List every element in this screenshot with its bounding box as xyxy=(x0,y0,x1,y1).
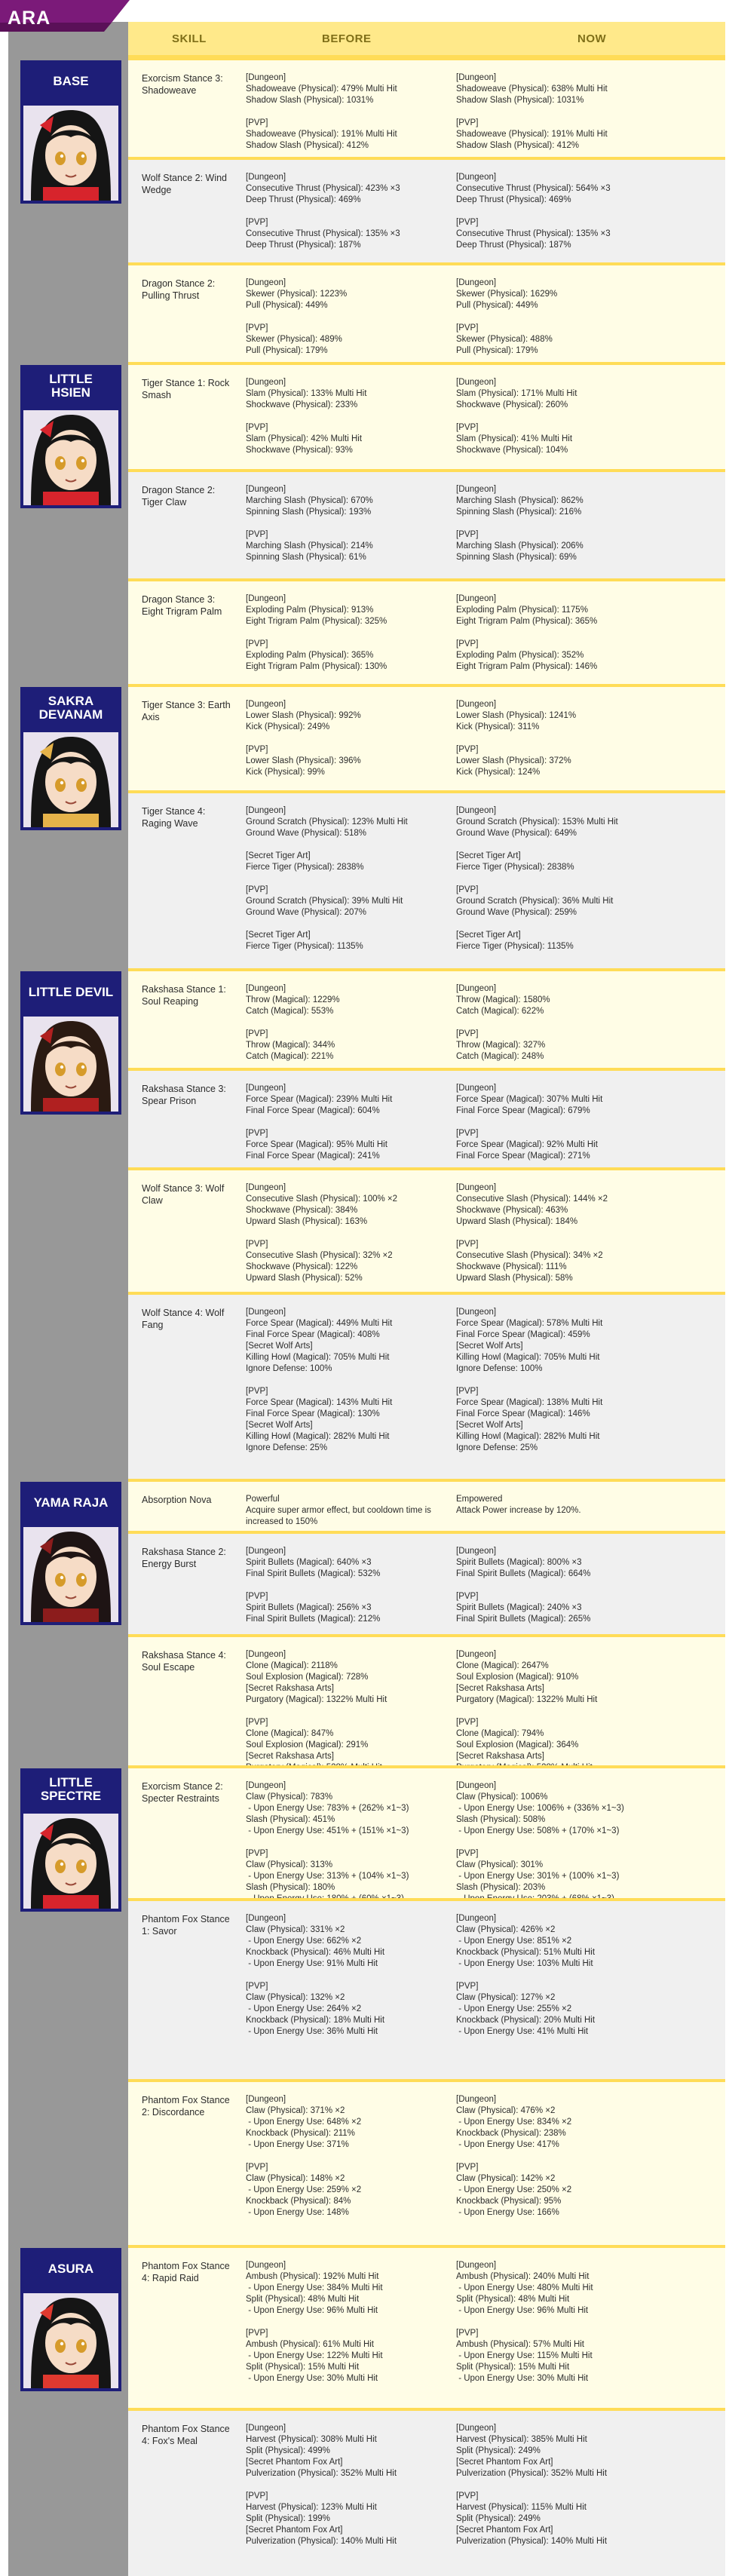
before-values: [Dungeon] Exploding Palm (Physical): 913% Eight Trigram Palm (Physical): 325% [PVP] Exploding Palm (Physical): 365% Eight Trigram Palm (Physical): 130% xyxy=(246,594,387,671)
skill-name: Wolf Stance 4: Wolf Fang xyxy=(142,1308,227,1330)
right-eye xyxy=(76,1573,87,1587)
before-values: [Dungeon] Slam (Physical): 133% Multi Hit Shockwave (Physical): 233% [PVP] Slam (Physical): 42% Multi Hit Shockwave (Physical): 93% xyxy=(246,378,367,455)
now-values: [Dungeon] Shadoweave (Physical): 638% Multi Hit Shadow Slash (Physical): 1031% [PVP] Shadoweave (Physical): 191% Multi Hit Shadow Slash (Physical): 412% xyxy=(456,73,608,150)
table-row xyxy=(128,578,725,684)
skill-name: Dragon Stance 3: Eight Trigram Palm xyxy=(142,594,222,617)
table-row xyxy=(128,2079,725,2245)
table-row xyxy=(128,790,725,968)
left-eye-shine xyxy=(60,459,63,462)
now-values: [Dungeon] Claw (Physical): 476% ×2 - Upon Energy Use: 834% ×2 Knockback (Physical): 238% - Upon Energy Use: 417% [PVP] Claw (Physical): 142% ×2 - Upon Energy Use: 250% ×2 Knockback (Physical): 95% - Upon Energy Use: 166% xyxy=(456,2095,572,2217)
right-eye-shine xyxy=(81,1576,84,1579)
table-row xyxy=(128,1765,725,1898)
character-name: BASE xyxy=(20,60,121,103)
right-eye-shine xyxy=(81,781,84,784)
before-values: [Dungeon] Force Spear (Magical): 239% Multi Hit Final Force Spear (Magical): 604% [PVP] Force Spear (Magical): 95% Multi Hit Final Force Spear (Magical): 241% xyxy=(246,1084,393,1161)
right-eye-shine xyxy=(81,459,84,462)
now-values: [Dungeon] Force Spear (Magical): 578% Multi Hit Final Force Spear (Magical): 459% [Secret Wolf Arts] Killing Howl (Magical): 705% Multi Hit Ignore Defense: 100% [PVP] Force Spear (Magical): 138% Multi Hit Final Force Spear (Magical): 146% [Secret Wolf Arts] Killing Howl (Magical): 282% Multi Hit Ignore Defense: 25% xyxy=(456,1308,603,1452)
outfit-collar xyxy=(43,814,99,827)
now-values: [Dungeon] Consecutive Thrust (Physical): 564% ×3 Deep Thrust (Physical): 469% [PVP] Consecutive Thrust (Physical): 135% ×3 Deep Thrust (Physical): 187% xyxy=(456,173,611,250)
table-header xyxy=(128,22,725,57)
little-spectre-portrait xyxy=(20,1811,121,1912)
asura-portrait xyxy=(20,2290,121,2391)
skill-name: Rakshasa Stance 4: Soul Escape xyxy=(142,1650,229,1673)
little-hsien-portrait xyxy=(20,407,121,508)
table-row xyxy=(128,1479,725,1531)
outfit-collar xyxy=(43,1098,99,1112)
left-eye xyxy=(55,1860,66,1873)
now-values: [Dungeon] Claw (Physical): 426% ×2 - Upon Energy Use: 851% ×2 Knockback (Physical): 51% Multi Hit - Upon Energy Use: 103% Multi Hit [PVP] Claw (Physical): 127% ×2 - Upon Energy Use: 255% ×2 Knockback (Physical): 20% Multi Hit - Upon Energy Use: 41% Multi Hit xyxy=(456,1914,596,2036)
now-values: [Dungeon] Skewer (Physical): 1629% Pull (Physical): 449% [PVP] Skewer (Physical): 488% Pull (Physical): 179% xyxy=(456,278,558,355)
skill-name: Phantom Fox Stance 4: Fox's Meal xyxy=(142,2424,233,2446)
table-row xyxy=(128,2408,725,2576)
before-values: [Dungeon] Claw (Physical): 331% ×2 - Upon Energy Use: 662% ×2 Knockback (Physical): 46% Multi Hit - Upon Energy Use: 91% Multi Hit [PVP] Claw (Physical): 132% ×2 - Upon Energy Use: 264% ×2 Knockback (Physical): 18% Multi Hit - Upon Energy Use: 36% Multi Hit xyxy=(246,1914,385,2036)
outfit-collar xyxy=(43,1895,99,1909)
left-eye-shine xyxy=(60,1576,63,1579)
outfit-collar xyxy=(43,187,99,201)
right-eye xyxy=(76,456,87,470)
table-row xyxy=(128,469,725,578)
header-now: NOW xyxy=(577,32,607,45)
skill-name: Absorption Nova xyxy=(142,1495,212,1505)
table-row xyxy=(128,1292,725,1479)
table-row xyxy=(128,57,725,157)
left-eye xyxy=(55,456,66,470)
little-devil-portrait xyxy=(20,1014,121,1115)
skill-name: Dragon Stance 2: Pulling Thrust xyxy=(142,278,218,301)
table-row xyxy=(128,1634,725,1765)
before-values: [Dungeon] Marching Slash (Physical): 670% Spinning Slash (Physical): 193% [PVP] Marching Slash (Physical): 214% Spinning Slash (Physical): 61% xyxy=(246,485,373,562)
left-eye-shine xyxy=(60,781,63,784)
skill-name: Rakshasa Stance 1: Soul Reaping xyxy=(142,984,229,1007)
table-row xyxy=(128,968,725,1068)
left-eye-shine xyxy=(60,1863,63,1866)
left-eye xyxy=(55,2339,66,2353)
right-eye xyxy=(76,778,87,792)
table-row xyxy=(128,2245,725,2408)
right-eye xyxy=(76,1860,87,1873)
table-row xyxy=(128,1068,725,1167)
outfit-collar xyxy=(43,492,99,505)
skill-table-body xyxy=(128,57,725,2576)
now-values: [Dungeon] Ambush (Physical): 240% Multi Hit - Upon Energy Use: 480% Multi Hit Split (Physical): 48% Multi Hit - Upon Energy Use: 96% Multi Hit [PVP] Ambush (Physical): 57% Multi Hit - Upon Energy Use: 115% Multi Hit Split (Physical): 15% Multi Hit - Upon Energy Use: 30% Multi Hit xyxy=(456,2261,593,2383)
right-eye-shine xyxy=(81,1066,84,1069)
now-values: [Dungeon] Spirit Bullets (Magical): 800% ×3 Final Spirit Bullets (Magical): 664% [PVP] Spirit Bullets (Magical): 240% ×3 Final Spirit Bullets (Magical): 265% xyxy=(456,1547,591,1624)
before-values: [Dungeon] Consecutive Slash (Physical): 100% ×2 Shockwave (Physical): 384% Upward Slash (Physical): 163% [PVP] Consecutive Slash (Physical): 32% ×2 Shockwave (Physical): 122% Upward Slash (Physical): 52% xyxy=(246,1183,398,1283)
skill-name: Tiger Stance 3: Earth Axis xyxy=(142,700,233,722)
before-values: [Dungeon] Skewer (Physical): 1223% Pull (Physical): 449% [PVP] Skewer (Physical): 489% Pull (Physical): 179% xyxy=(246,278,348,355)
now-values: [Dungeon] Ground Scratch (Physical): 153% Multi Hit Ground Wave (Physical): 649% [Secret Tiger Art] Fierce Tiger (Physical): 2838% [PVP] Ground Scratch (Physical): 36% Multi Hit Ground Wave (Physical): 259% [Secret Tiger Art] Fierce Tiger (Physical): 1135% xyxy=(456,806,618,951)
page-title: ARA xyxy=(8,8,51,29)
skill-name: Exorcism Stance 3: Shadoweave xyxy=(142,73,226,96)
now-values: [Dungeon] Lower Slash (Physical): 1241% Kick (Physical): 311% [PVP] Lower Slash (Physical): 372% Kick (Physical): 124% xyxy=(456,700,577,777)
now-values: [Dungeon] Force Spear (Magical): 307% Multi Hit Final Force Spear (Magical): 679% [PVP] Force Spear (Magical): 92% Multi Hit Final Force Spear (Magical): 271% xyxy=(456,1084,603,1161)
right-eye-shine xyxy=(81,1863,84,1866)
left-eye xyxy=(55,1573,66,1587)
left-eye-shine xyxy=(60,1066,63,1069)
skill-name: Wolf Stance 2: Wind Wedge xyxy=(142,173,230,195)
right-eye xyxy=(76,2339,87,2353)
skill-name: Phantom Fox Stance 1: Savor xyxy=(142,1914,233,1937)
before-values: [Dungeon] Clone (Magical): 2118% Soul Explosion (Magical): 728% [Secret Rakshasa Arts] Purgatory (Magical): 1322% Multi Hit [PVP] Clone (Magical): 847% Soul Explosion (Magical): 291% [Secret Rakshasa Arts] xyxy=(246,1650,387,1761)
character-name: YAMA RAJA xyxy=(20,1482,121,1524)
skill-name: Phantom Fox Stance 4: Rapid Raid xyxy=(142,2261,233,2283)
before-values: [Dungeon] Harvest (Physical): 308% Multi Hit Split (Physical): 499% [Secret Phantom Fox Art] Pulverization (Physical): 352% Multi Hit [PVP] Harvest (Physical): 123% Multi Hit Split (Physical): 199% [Secret Phantom Fox Art] Pulverization (Physical): 140% Multi Hit xyxy=(246,2424,397,2546)
now-values: [Dungeon] Marching Slash (Physical): 862% Spinning Slash (Physical): 216% [PVP] Marching Slash (Physical): 206% Spinning Slash (Physical): 69% xyxy=(456,485,584,562)
skill-name: Phantom Fox Stance 2: Discordance xyxy=(142,2095,233,2118)
now-values: [Dungeon] Claw (Physical): 1006% - Upon Energy Use: 1006% + (336% ×1~3) Slash (Physical): 508% - Upon Energy Use: 508% + (170% ×1~3) [PVP] Claw (Physical): 301% - Upon Energy Use: 301% + (100% ×1~3) Slash (Physical): 203% xyxy=(456,1781,624,1892)
table-row xyxy=(128,1167,725,1292)
table-row xyxy=(128,362,725,469)
before-values: Powerful Acquire super armor effect, but cooldown time is increased to 150% xyxy=(246,1495,431,1526)
character-name: LITTLE HSIEN xyxy=(20,365,121,407)
now-values: [Dungeon] Slam (Physical): 171% Multi Hit Shockwave (Physical): 260% [PVP] Slam (Physical): 41% Multi Hit Shockwave (Physical): 104% xyxy=(456,378,577,455)
character-name: SAKRA DEVANAM xyxy=(20,687,121,729)
skill-name: Rakshasa Stance 3: Spear Prison xyxy=(142,1084,229,1106)
yama-raja-portrait xyxy=(20,1524,121,1625)
left-eye-shine xyxy=(60,155,63,158)
right-eye-shine xyxy=(81,155,84,158)
ara-base-portrait xyxy=(20,103,121,204)
table-row xyxy=(128,684,725,790)
header-before: BEFORE xyxy=(322,32,372,45)
before-values: [Dungeon] Force Spear (Magical): 449% Multi Hit Final Force Spear (Magical): 408% [Secret Wolf Arts] Killing Howl (Magical): 705% Multi Hit Ignore Defense: 100% [PVP] Force Spear (Magical): 143% Multi Hit Final Force Spear (Magical): 130% [Secret Wolf Arts] Killing Howl (Magical): 282% Multi Hit Ignore Defense: 25% xyxy=(246,1308,393,1452)
header-skill: SKILL xyxy=(172,32,207,45)
now-values: [Dungeon] Clone (Magical): 2647% Soul Explosion (Magical): 910% [Secret Rakshasa Arts] Purgatory (Magical): 1322% Multi Hit [PVP] Clone (Magical): 794% Soul Explosion (Magical): 364% [Secret Rakshasa Arts] xyxy=(456,1650,598,1761)
character-name: ASURA xyxy=(20,2248,121,2290)
left-eye xyxy=(55,152,66,165)
now-values: [Dungeon] Exploding Palm (Physical): 1175% Eight Trigram Palm (Physical): 365% [PVP] Exploding Palm (Physical): 352% Eight Trigram Palm (Physical): 146% xyxy=(456,594,598,671)
before-values: [Dungeon] Consecutive Thrust (Physical): 423% ×3 Deep Thrust (Physical): 469% [PVP] Consecutive Thrust (Physical): 135% ×3 Deep Thrust (Physical): 187% xyxy=(246,173,400,250)
before-values: [Dungeon] Throw (Magical): 1229% Catch (Magical): 553% [PVP] Throw (Magical): 344% Catch (Magical): 221% xyxy=(246,984,340,1061)
before-values: [Dungeon] Lower Slash (Physical): 992% Kick (Physical): 249% [PVP] Lower Slash (Physical): 396% Kick (Physical): 99% xyxy=(246,700,361,777)
table-row xyxy=(128,1898,725,2079)
now-values: [Dungeon] Consecutive Slash (Physical): 144% ×2 Shockwave (Physical): 463% Upward Slash (Physical): 184% [PVP] Consecutive Slash (Physical): 34% ×2 Shockwave (Physical): 111% Upward Slash (Physical): 58% xyxy=(456,1183,608,1283)
table-row xyxy=(128,157,725,262)
table-row xyxy=(128,262,725,362)
character-name: LITTLE SPECTRE xyxy=(20,1768,121,1811)
now-values: Empowered Attack Power increase by 120%. xyxy=(456,1495,581,1515)
now-values: [Dungeon] Harvest (Physical): 385% Multi Hit Split (Physical): 249% [Secret Phantom Fox Art] Pulverization (Physical): 352% Multi Hit [PVP] Harvest (Physical): 115% Multi Hit Split (Physical): 249% [Secret Phantom Fox Art] Pulverization (Physical): 140% Multi Hit xyxy=(456,2424,608,2546)
left-eye-shine xyxy=(60,2342,63,2345)
before-values: [Dungeon] Claw (Physical): 371% ×2 - Upon Energy Use: 648% ×2 Knockback (Physical): 211% - Upon Energy Use: 371% [PVP] Claw (Physical): 148% ×2 - Upon Energy Use: 259% ×2 Knockback (Physical): 84% - Upon Energy Use: 148% xyxy=(246,2095,362,2217)
left-eye xyxy=(55,778,66,792)
right-eye xyxy=(76,152,87,165)
outfit-collar xyxy=(43,2375,99,2388)
table-row xyxy=(128,1531,725,1634)
skill-name: Dragon Stance 2: Tiger Claw xyxy=(142,485,218,508)
before-values: [Dungeon] Ground Scratch (Physical): 123% Multi Hit Ground Wave (Physical): 518% [Secret Tiger Art] Fierce Tiger (Physical): 2838% [PVP] Ground Scratch (Physical): 39% Multi Hit Ground Wave (Physical): 207% [Secret Tiger Art] Fierce Tiger (Physical): 1135% xyxy=(246,806,408,951)
left-eye xyxy=(55,1063,66,1076)
before-values: [Dungeon] Claw (Physical): 783% - Upon Energy Use: 783% + (262% ×1~3) Slash (Physical): 451% - Upon Energy Use: 451% + (151% ×1~3) [PVP] Claw (Physical): 313% - Upon Energy Use: 313% + (104% ×1~3) Slash (Physical): 180% xyxy=(246,1781,409,1892)
before-values: [Dungeon] Shadoweave (Physical): 479% Multi Hit Shadow Slash (Physical): 1031% [PVP] Shadoweave (Physical): 191% Multi Hit Shadow Slash (Physical): 412% xyxy=(246,73,397,150)
skill-name: Tiger Stance 1: Rock Smash xyxy=(142,378,232,400)
now-values: [Dungeon] Throw (Magical): 1580% Catch (Magical): 622% [PVP] Throw (Magical): 327% Catch (Magical): 248% xyxy=(456,984,550,1061)
outfit-collar xyxy=(43,1608,99,1622)
right-eye xyxy=(76,1063,87,1076)
character-name: LITTLE DEVIL xyxy=(20,971,121,1014)
sakra-devanam-portrait xyxy=(20,729,121,830)
skill-name: Exorcism Stance 2: Specter Restraints xyxy=(142,1781,226,1804)
before-values: [Dungeon] Spirit Bullets (Magical): 640% ×3 Final Spirit Bullets (Magical): 532% [PVP] Spirit Bullets (Magical): 256% ×3 Final Spirit Bullets (Magical): 212% xyxy=(246,1547,381,1624)
skill-name: Tiger Stance 4: Raging Wave xyxy=(142,806,208,829)
before-values: [Dungeon] Ambush (Physical): 192% Multi Hit - Upon Energy Use: 384% Multi Hit Split (Physical): 48% Multi Hit - Upon Energy Use: 96% Multi Hit [PVP] Ambush (Physical): 61% Multi Hit - Upon Energy Use: 122% Multi Hit Split (Physical): 15% Multi Hit - Upon Energy Use: 30% Multi Hit xyxy=(246,2261,383,2383)
right-eye-shine xyxy=(81,2342,84,2345)
skill-name: Wolf Stance 3: Wolf Claw xyxy=(142,1183,227,1206)
skill-name: Rakshasa Stance 2: Energy Burst xyxy=(142,1547,229,1569)
